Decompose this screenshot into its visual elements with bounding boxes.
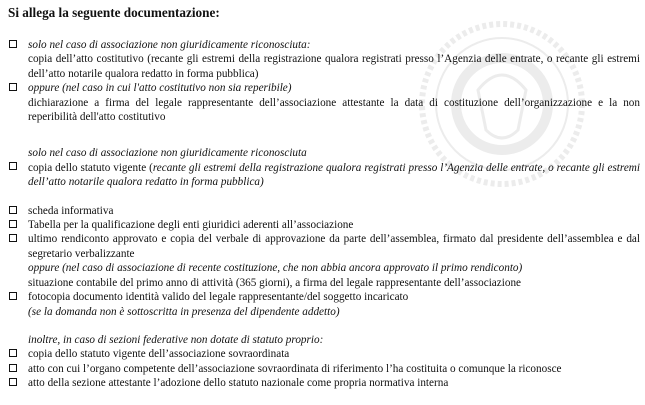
list-item-atto-costitutivo: solo nel caso di associazione non giuridicamente riconosciuta: copia dell’atto costitutivo (recante gli estremi della registrazione qualora registrati presso l’Agenzia delle entrate, o recante gli estremi dell’atto notarile qualora redatto in forma pubblica) [8,38,640,81]
list-item-documento-identita: fotocopia documento identità valido del legale rappresentante/del soggetto incaricato (se la domanda non è sottoscritta in presenza del dipendente addetto) [8,290,640,319]
list-item-rendiconto: ultimo rendiconto approvato e copia del verbale di approvazione da parte dell’assemblea, firmato dal presidente dell’assemblea e dal segretario verbalizzante oppure (nel caso di associazione di recente costituzione, che non abbia ancora approvato il primo rendiconto) situazione contabile del primo anno di attività (365 giorni), a firma del legale rappresentante dell’associazione [8,232,640,290]
checkbox[interactable] [9,364,17,372]
list-item-atto-organo: atto con cui l’organo competente dell’associazione sovraordinata di riferimento l’ha costituita o comunque la riconosce [8,362,640,376]
list-item-tabella: Tabella per la qualificazione degli enti giuridici aderenti all’associazione [8,218,640,232]
list-item-scheda: scheda informativa [8,204,640,218]
list-item-statuto: solo nel caso di associazione non giuridicamente riconosciuta copia dello statuto vigente (recante gli estremi della registrazione qualora registrati presso l’Agenzia delle entrate, o recante gli estremi dell’atto notarile qualora redatto in forma pubblica) [8,146,640,189]
section-heading: Si allega la seguente documentazione: [8,5,220,20]
checkbox[interactable] [9,40,17,48]
checkbox[interactable] [9,234,17,242]
list-item-sezioni-federative: inoltre, in caso di sezioni federative non dotate di statuto proprio: copia dello statuto vigente dell’associazione sovraordinata [8,333,640,362]
checkbox[interactable] [9,206,17,214]
list-item-atto-sezione: atto della sezione attestante l’adozione dello statuto nazionale come propria normativa interna [8,376,640,390]
checkbox[interactable] [9,292,17,300]
list-item-dichiarazione: oppure (nel caso in cui l'atto costitutivo non sia reperibile) dichiarazione a firma del legale rappresentante dell’associazione attestante la data di costituzione dell’organizzazione e la non reperibilità dell'atto costitutivo [8,81,640,124]
checkbox[interactable] [9,162,17,170]
checkbox[interactable] [9,349,17,357]
document-page [8,4,640,391]
checkbox[interactable] [9,83,17,91]
checkbox[interactable] [9,220,17,228]
checkbox[interactable] [9,378,17,386]
